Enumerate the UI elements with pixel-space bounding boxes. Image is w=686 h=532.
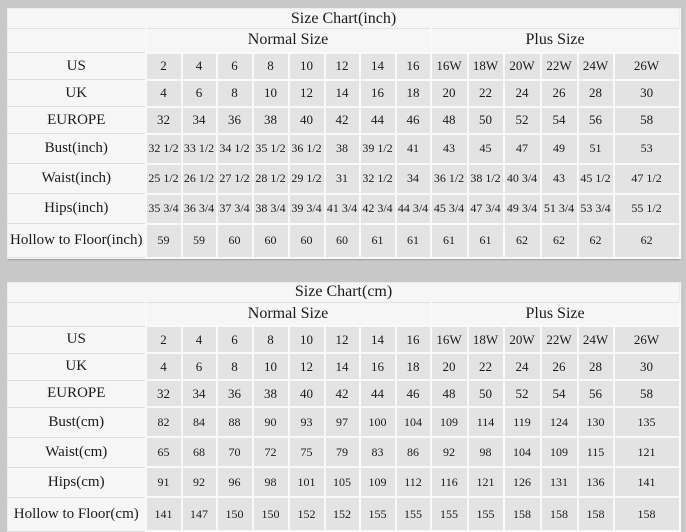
size-value-cell: 92 [431,437,468,467]
size-value-cell: 86 [396,437,431,467]
size-value-cell: 18 [396,80,431,107]
size-value-cell: 28 [578,353,614,380]
row-label: Hollow to Floor(inch) [8,224,146,258]
size-value-cell: 56 [578,380,614,407]
row-label: Hollow to Floor(cm) [8,497,146,531]
size-value-cell: 36 [217,380,253,407]
normal-size-header: Normal Size [146,302,431,326]
size-value-cell: 48 [431,107,468,134]
size-value-cell: 22W [541,326,578,353]
size-value-cell: 14 [360,326,396,353]
size-value-cell: 16 [396,53,431,80]
size-value-cell: 130 [578,407,614,437]
size-value-cell: 60 [325,224,360,258]
size-value-cell: 45 1/2 [578,164,614,194]
size-value-cell: 115 [578,437,614,467]
size-value-cell: 65 [146,437,182,467]
size-value-cell: 136 [578,467,614,497]
row-label: EUROPE [8,380,146,407]
size-value-cell: 43 [541,164,578,194]
size-value-cell: 42 [325,107,360,134]
size-value-cell: 135 [614,407,680,437]
size-value-cell: 27 1/2 [217,164,253,194]
size-value-cell: 109 [541,437,578,467]
size-value-cell: 96 [217,467,253,497]
row-label: US [8,326,146,353]
size-value-cell: 36 [217,107,253,134]
size-value-cell: 22 [468,80,504,107]
table-row [8,107,680,134]
size-value-cell: 28 [578,80,614,107]
size-value-cell: 30 [614,353,680,380]
row-label: Bust(cm) [8,407,146,437]
table-row [8,326,680,353]
size-value-cell: 93 [289,407,325,437]
size-value-cell: 54 [541,107,578,134]
size-value-cell: 49 [541,134,578,164]
size-value-cell: 56 [578,107,614,134]
size-value-cell: 16 [360,80,396,107]
size-value-cell: 48 [431,380,468,407]
size-value-cell: 41 3/4 [325,194,360,224]
size-value-cell: 100 [360,407,396,437]
size-value-cell: 119 [504,407,541,437]
table-row [8,407,680,437]
size-value-cell: 105 [325,467,360,497]
size-value-cell: 40 [289,107,325,134]
size-value-cell: 44 3/4 [396,194,431,224]
table-row [8,164,680,194]
size-value-cell: 20 [431,80,468,107]
size-value-cell: 112 [396,467,431,497]
size-value-cell: 16 [396,326,431,353]
size-value-cell: 32 1/2 [360,164,396,194]
size-value-cell: 12 [325,53,360,80]
size-value-cell: 52 [504,107,541,134]
size-value-cell: 22W [541,53,578,80]
size-value-cell: 16 [360,353,396,380]
size-value-cell: 97 [325,407,360,437]
size-value-cell: 43 [431,134,468,164]
table-row [8,437,680,467]
size-value-cell: 35 1/2 [253,134,289,164]
size-value-cell: 18 [396,353,431,380]
size-value-cell: 131 [541,467,578,497]
size-value-cell: 60 [217,224,253,258]
size-value-cell: 34 [182,380,217,407]
chart-title-inch: Size Chart(inch) [8,9,680,29]
size-value-cell: 24W [578,326,614,353]
size-value-cell: 18W [468,53,504,80]
size-value-cell: 18W [468,326,504,353]
size-value-cell: 4 [182,53,217,80]
size-value-cell: 26 [541,353,578,380]
size-value-cell: 2 [146,326,182,353]
row-label: UK [8,353,146,380]
size-value-cell: 47 3/4 [468,194,504,224]
size-value-cell: 114 [468,407,504,437]
size-value-cell: 4 [146,353,182,380]
size-value-cell: 24 [504,80,541,107]
size-value-cell: 70 [217,437,253,467]
size-value-cell: 158 [541,497,578,531]
size-value-cell: 2 [146,53,182,80]
size-value-cell: 45 3/4 [431,194,468,224]
size-value-cell: 155 [360,497,396,531]
size-value-cell: 29 1/2 [289,164,325,194]
size-value-cell: 101 [289,467,325,497]
size-value-cell: 91 [146,467,182,497]
size-value-cell: 12 [289,80,325,107]
size-value-cell: 36 1/2 [431,164,468,194]
row-label: Bust(inch) [8,134,146,164]
size-value-cell: 32 [146,380,182,407]
size-value-cell: 37 3/4 [217,194,253,224]
size-value-cell: 126 [504,467,541,497]
size-value-cell: 14 [325,80,360,107]
table-row [8,353,680,380]
size-value-cell: 60 [289,224,325,258]
size-value-cell: 45 [468,134,504,164]
size-value-cell: 98 [253,467,289,497]
size-value-cell: 10 [253,353,289,380]
size-value-cell: 61 [396,224,431,258]
size-value-cell: 61 [431,224,468,258]
size-value-cell: 158 [614,497,680,531]
size-value-cell: 82 [146,407,182,437]
size-charts-container [7,8,679,532]
size-value-cell: 84 [182,407,217,437]
table-row [8,134,680,164]
size-value-cell: 109 [431,407,468,437]
size-value-cell: 121 [468,467,504,497]
size-value-cell: 26W [614,326,680,353]
size-value-cell: 75 [289,437,325,467]
table-row [8,80,680,107]
size-value-cell: 8 [253,53,289,80]
size-chart-table-inch [7,8,681,259]
size-value-cell: 49 3/4 [504,194,541,224]
size-value-cell: 79 [325,437,360,467]
size-value-cell: 62 [504,224,541,258]
size-value-cell: 83 [360,437,396,467]
row-label: EUROPE [8,107,146,134]
size-value-cell: 53 3/4 [578,194,614,224]
size-value-cell: 59 [146,224,182,258]
table-row [8,194,680,224]
size-value-cell: 92 [182,467,217,497]
row-label: Waist(cm) [8,437,146,467]
size-value-cell: 20W [504,53,541,80]
size-value-cell: 38 1/2 [468,164,504,194]
size-value-cell: 16W [431,326,468,353]
size-value-cell: 88 [217,407,253,437]
size-value-cell: 4 [182,326,217,353]
size-value-cell: 46 [396,107,431,134]
size-value-cell: 10 [253,80,289,107]
size-value-cell: 26W [614,53,680,80]
size-value-cell: 10 [289,326,325,353]
size-value-cell: 31 [325,164,360,194]
size-value-cell: 53 [614,134,680,164]
size-value-cell: 62 [578,224,614,258]
size-value-cell: 8 [217,80,253,107]
size-value-cell: 26 [541,80,578,107]
size-value-cell: 24W [578,53,614,80]
size-value-cell: 68 [182,437,217,467]
size-value-cell: 72 [253,437,289,467]
size-value-cell: 42 [325,380,360,407]
size-value-cell: 46 [396,380,431,407]
row-label: Hips(cm) [8,467,146,497]
size-value-cell: 6 [182,353,217,380]
size-value-cell: 4 [146,80,182,107]
row-label: Hips(inch) [8,194,146,224]
size-value-cell: 116 [431,467,468,497]
size-value-cell: 150 [253,497,289,531]
row-label: UK [8,80,146,107]
size-value-cell: 8 [253,326,289,353]
size-value-cell: 47 1/2 [614,164,680,194]
size-value-cell: 47 [504,134,541,164]
size-value-cell: 35 3/4 [146,194,182,224]
size-value-cell: 141 [614,467,680,497]
size-value-cell: 22 [468,353,504,380]
plus-size-header: Plus Size [431,29,680,53]
size-value-cell: 61 [468,224,504,258]
size-value-cell: 6 [217,53,253,80]
size-value-cell: 6 [182,80,217,107]
size-value-cell: 34 1/2 [217,134,253,164]
size-value-cell: 55 1/2 [614,194,680,224]
size-value-cell: 24 [504,353,541,380]
size-value-cell: 14 [325,353,360,380]
size-value-cell: 62 [614,224,680,258]
size-value-cell: 12 [325,326,360,353]
size-value-cell: 50 [468,107,504,134]
size-value-cell: 52 [504,380,541,407]
size-value-cell: 10 [289,53,325,80]
size-value-cell: 152 [325,497,360,531]
corner-cell [8,302,146,326]
size-value-cell: 152 [289,497,325,531]
size-value-cell: 42 3/4 [360,194,396,224]
size-value-cell: 62 [541,224,578,258]
size-value-cell: 109 [360,467,396,497]
size-value-cell: 41 [396,134,431,164]
size-value-cell: 38 [253,380,289,407]
size-value-cell: 104 [504,437,541,467]
size-value-cell: 12 [289,353,325,380]
size-value-cell: 58 [614,380,680,407]
size-value-cell: 32 1/2 [146,134,182,164]
size-value-cell: 20 [431,353,468,380]
size-value-cell: 90 [253,407,289,437]
size-value-cell: 158 [504,497,541,531]
chart-title-cm: Size Chart(cm) [8,282,680,302]
size-value-cell: 39 3/4 [289,194,325,224]
size-value-cell: 121 [614,437,680,467]
size-value-cell: 155 [468,497,504,531]
size-value-cell: 38 3/4 [253,194,289,224]
corner-cell [8,29,146,53]
size-value-cell: 155 [396,497,431,531]
size-value-cell: 28 1/2 [253,164,289,194]
size-value-cell: 141 [146,497,182,531]
size-value-cell: 40 [289,380,325,407]
size-value-cell: 30 [614,80,680,107]
size-value-cell: 124 [541,407,578,437]
size-value-cell: 158 [578,497,614,531]
size-value-cell: 155 [431,497,468,531]
row-label: Waist(inch) [8,164,146,194]
size-value-cell: 61 [360,224,396,258]
size-value-cell: 44 [360,107,396,134]
size-value-cell: 34 [396,164,431,194]
size-value-cell: 34 [182,107,217,134]
size-value-cell: 147 [182,497,217,531]
size-value-cell: 8 [217,353,253,380]
table-row [8,380,680,407]
size-value-cell: 51 [578,134,614,164]
size-value-cell: 25 1/2 [146,164,182,194]
size-value-cell: 14 [360,53,396,80]
size-value-cell: 44 [360,380,396,407]
size-value-cell: 32 [146,107,182,134]
size-value-cell: 50 [468,380,504,407]
table-row [8,224,680,258]
size-value-cell: 104 [396,407,431,437]
size-value-cell: 150 [217,497,253,531]
size-value-cell: 36 3/4 [182,194,217,224]
size-value-cell: 40 3/4 [504,164,541,194]
size-value-cell: 20W [504,326,541,353]
size-value-cell: 33 1/2 [182,134,217,164]
table-row [8,497,680,531]
normal-size-header: Normal Size [146,29,431,53]
table-row [8,53,680,80]
size-value-cell: 6 [217,326,253,353]
size-value-cell: 16W [431,53,468,80]
table-row [8,467,680,497]
size-value-cell: 60 [253,224,289,258]
plus-size-header: Plus Size [431,302,680,326]
row-label: US [8,53,146,80]
size-value-cell: 54 [541,380,578,407]
size-value-cell: 38 [253,107,289,134]
size-value-cell: 98 [468,437,504,467]
size-value-cell: 38 [325,134,360,164]
size-value-cell: 51 3/4 [541,194,578,224]
size-value-cell: 36 1/2 [289,134,325,164]
size-value-cell: 58 [614,107,680,134]
size-chart-table-cm [7,282,681,532]
size-value-cell: 59 [182,224,217,258]
size-value-cell: 39 1/2 [360,134,396,164]
size-value-cell: 26 1/2 [182,164,217,194]
